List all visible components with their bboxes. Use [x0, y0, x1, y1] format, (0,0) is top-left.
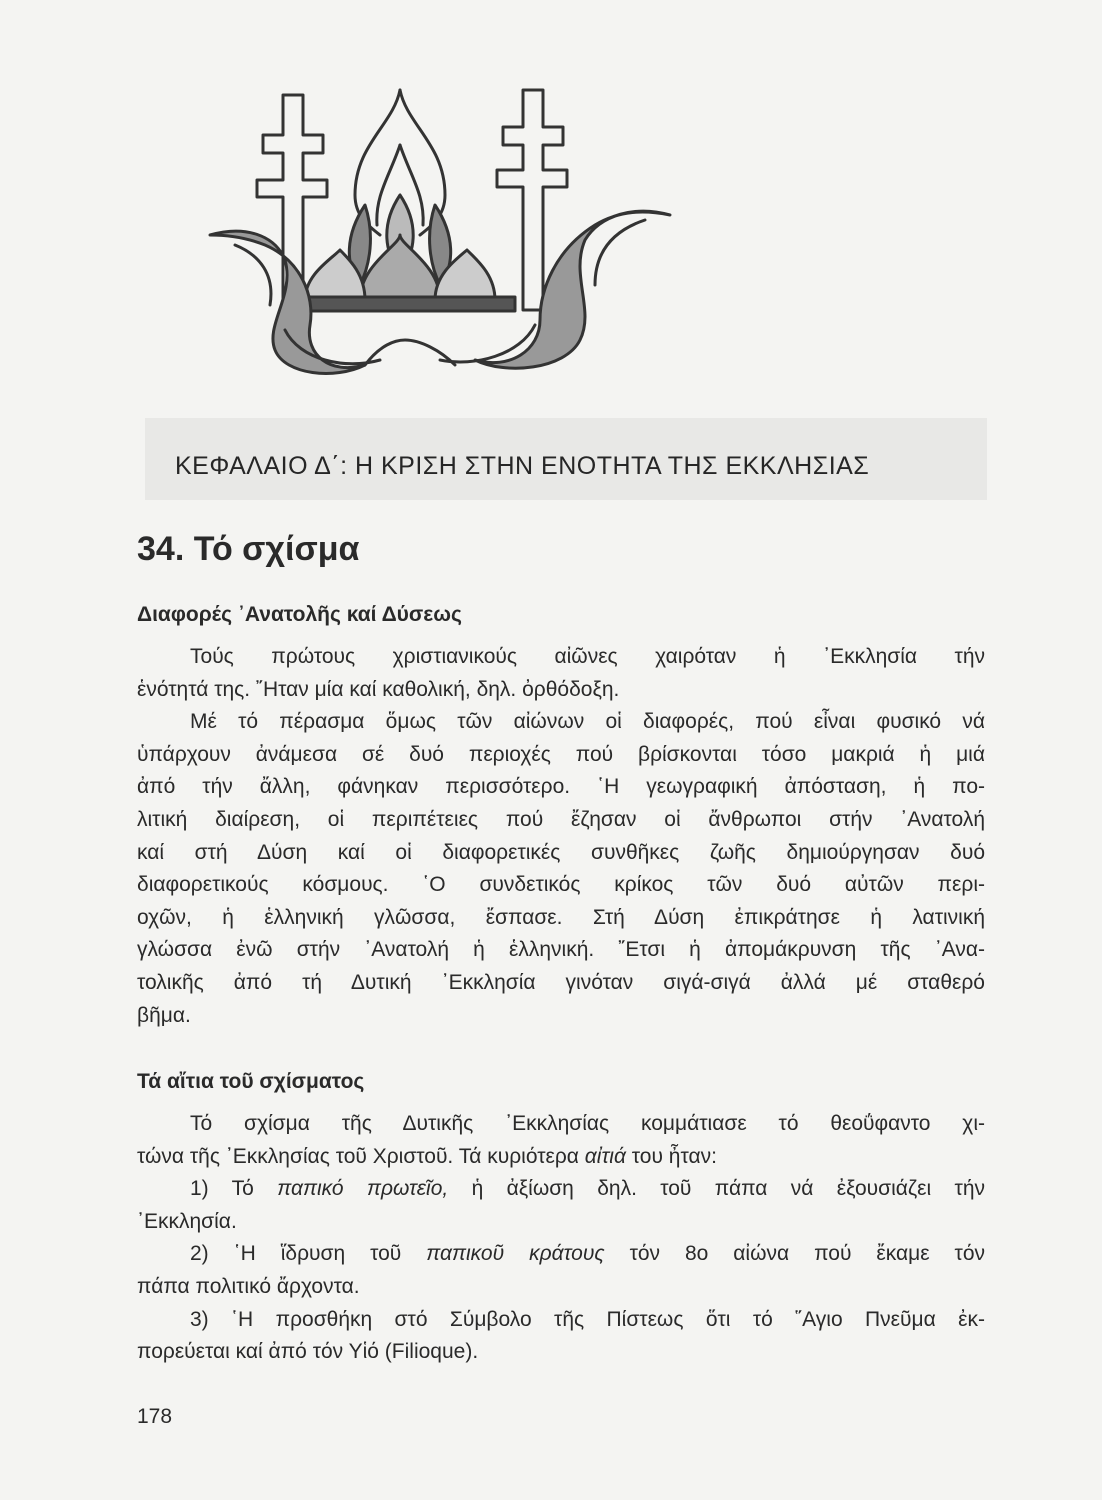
emphasis-text: παπικό πρωτεῖο, [277, 1177, 449, 1201]
text-line: Τούς πρώτους χριστιανικούς αἰῶνες χαιρόταν ἡ ᾽Εκκλησία τήν [190, 645, 985, 668]
subsection-body-causes [137, 1108, 985, 1369]
emphasis-text: αἰτιά [584, 1144, 626, 1168]
emphasis-text: παπικοῦ κράτους [426, 1242, 605, 1266]
page-number: 178 [137, 1405, 173, 1428]
text-line: διαφορετικούς κόσμους. ῾Ο συνδετικός κρίκος τῶν δυό αὐτῶν περι- [137, 873, 985, 897]
text-line: λιτική διαίρεση, οἱ περιπέτειες πού ἔζησαν οἱ ἄνθρωποι στήν ᾽Ανατολή [137, 807, 985, 831]
text-line: ὑπάρχουν ἀνάμεσα σέ δυό περιοχές πού βρίσκονται τόσο μακριά ἡ μιά [137, 742, 985, 766]
text-segment: 1) Τό [190, 1177, 254, 1201]
text-line: 3) ῾Η προσθήκη στό Σύμβολο τῆς Πίστεως ὅτι τό ῞Αγιο Πνεῦμα ἐκ- [190, 1307, 985, 1331]
text-segment: ἡ ἀξίωση δηλ. τοῦ πάπα νά ἐξουσιάζει τήν [471, 1177, 986, 1201]
text-segment: του ἦταν: [631, 1144, 717, 1168]
text-line: Τό σχίσμα τῆς Δυτικῆς ᾽Εκκλησίας κομμάτιασε τό θεοΰφαντο χι- [190, 1112, 985, 1135]
text-line: Μέ τό πέρασμα ὅμως τῶν αἰώνων οἱ διαφορές, πού εἶναι φυσικό νά [190, 710, 985, 734]
text-line [137, 1238, 985, 1271]
text-line: τολικῆς ἀπό τή Δυτική ᾽Εκκλησία γινόταν σιγά-σιγά ἀλλά μέ σταθερό [137, 970, 985, 994]
text-line: ᾽Εκκλησία. [137, 1209, 237, 1233]
subsection-heading-east-west: Διαφορές ᾽Ανατολῆς καί Δύσεως [137, 603, 462, 626]
church-ornament-illustration [205, 85, 675, 385]
text-line: ἑνότητά της. ῎Ηταν μία καί καθολική, δηλ. ὀρθόδοξη. [137, 677, 620, 701]
text-line: ἀπό τήν ἄλλη, φάνηκαν περισσότερο. ῾Η γεωγραφική ἀπόσταση, ἡ πο- [137, 775, 985, 799]
text-segment: τώνα τῆς ᾽Εκκλησίας τοῦ Χριστοῦ. Τά κυριότερα [137, 1144, 579, 1168]
text-segment: 2) ῾Η ἵδρυση τοῦ [190, 1242, 402, 1266]
subsection-heading-causes: Τά αἴτια τοῦ σχίσματος [137, 1070, 365, 1093]
text-line [137, 1173, 985, 1206]
text-line: οχῶν, ἡ ἑλληνική γλῶσσα, ἔσπασε. Στή Δύση ἐπικράτησε ἡ λατινική [137, 905, 985, 929]
text-line: πορεύεται καί ἀπό τόν Υἱό (Filioque). [137, 1340, 479, 1364]
chapter-title: ΚΕΦΑΛΑΙΟ Δ΄: Η ΚΡΙΣΗ ΣΤΗΝ ΕΝΟΤΗΤΑ ΤΗΣ ΕΚΚΛΗΣΙΑΣ [175, 452, 870, 480]
text-line: πάπα πολιτικό ἄρχοντα. [137, 1274, 360, 1298]
text-line: καί στή Δύση καί οἱ διαφορετικές συνθῆκες ζωῆς δημιούργησαν δυό [137, 840, 985, 864]
text-segment: τόν 8ο αἰώνα πού ἔκαμε τόν [629, 1242, 985, 1266]
subsection-body-east-west [137, 641, 985, 1032]
text-line [137, 1141, 985, 1174]
section-title: 34. Τό σχίσμα [137, 530, 360, 568]
text-line: βῆμα. [137, 1003, 191, 1027]
text-line: γλώσσα ἐνῶ στήν ᾽Ανατολή ἡ ἑλληνική. ῎Ετσι ἡ ἀπομάκρυνση τῆς ᾽Ανα- [137, 938, 985, 962]
